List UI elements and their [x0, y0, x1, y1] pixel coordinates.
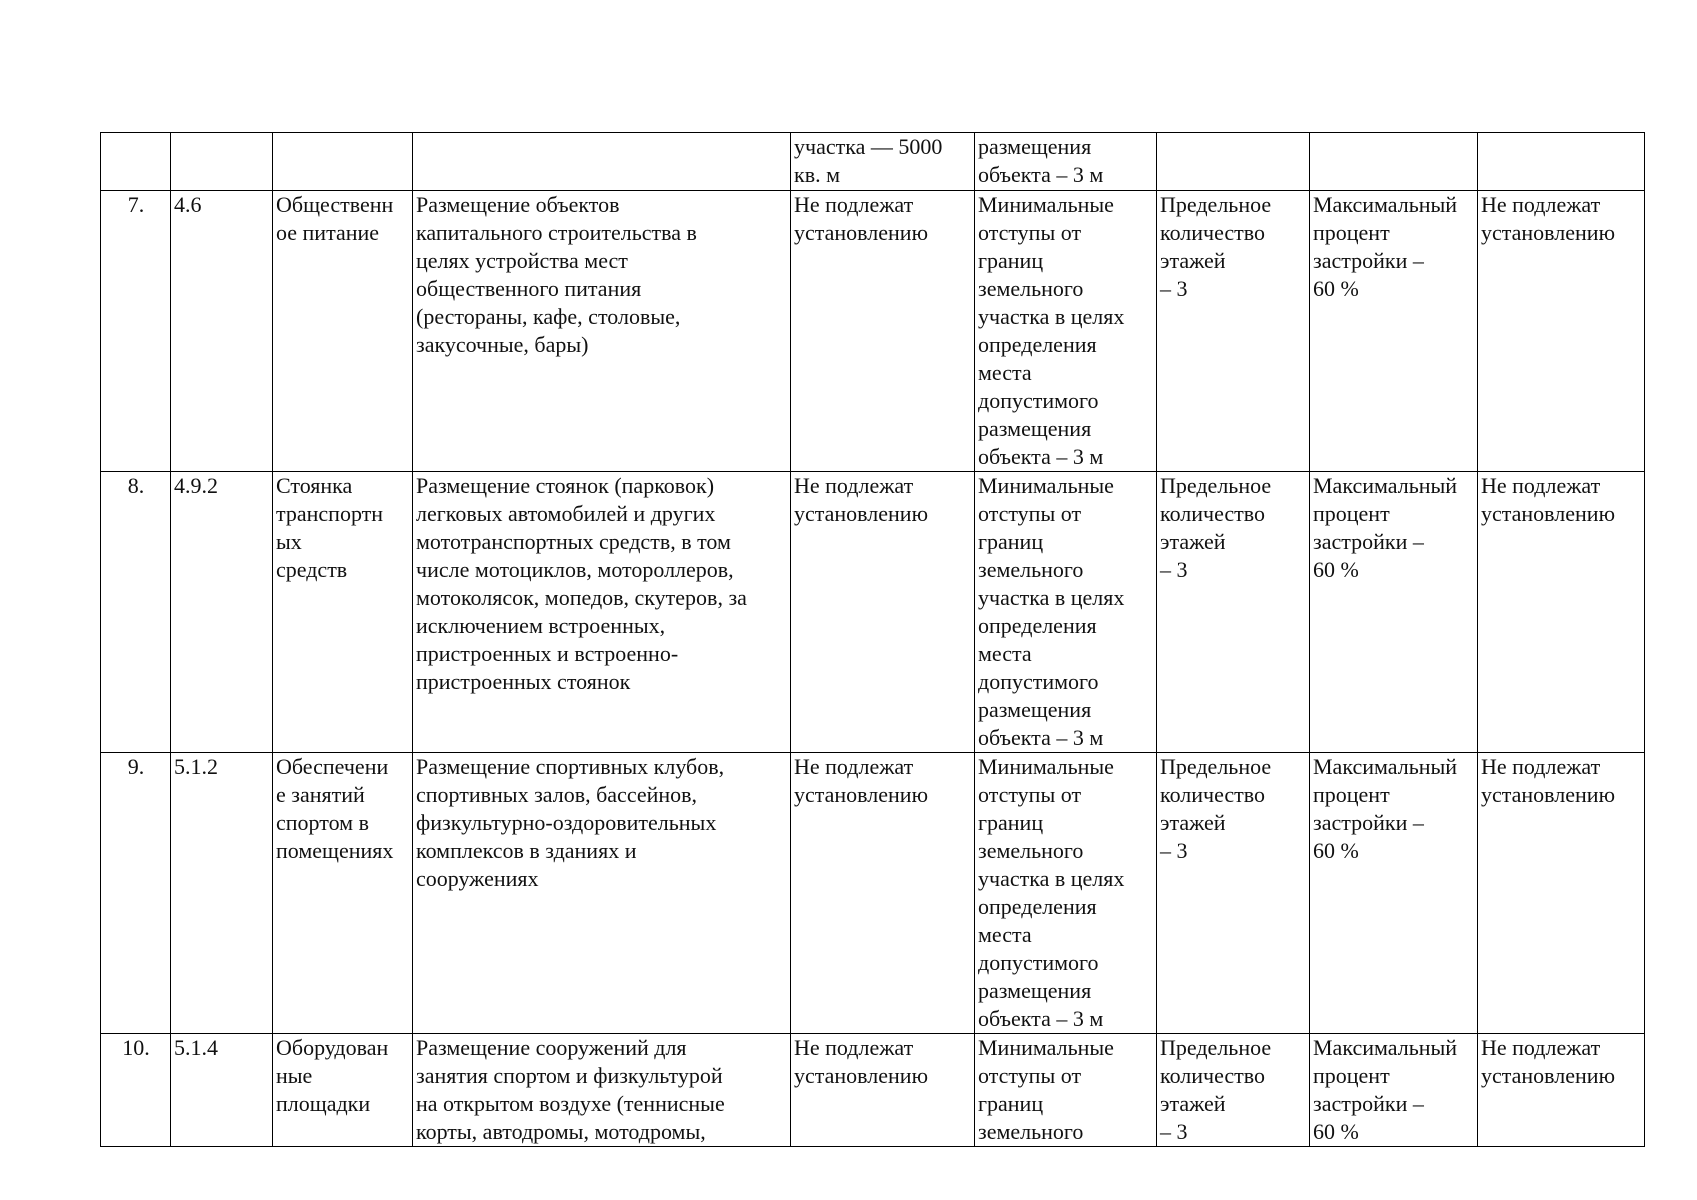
plot-size-cell: Не подлежат установлению	[791, 191, 975, 472]
table-row	[101, 472, 1645, 753]
plot-size-cell: участка — 5000 кв. м	[791, 133, 975, 191]
build-percent-cell: Максимальный процент застройки – 60 %	[1310, 753, 1478, 1034]
table-row	[101, 1034, 1645, 1147]
setbacks-cell: Минимальные отступы от границ земельного участка в целях определения места допустимого размещения объекта – 3 м	[975, 753, 1157, 1034]
other-params-cell: Не подлежат установлению	[1478, 753, 1645, 1034]
use-code-cell: 5.1.2	[171, 753, 273, 1034]
land-use-regulations-table	[100, 132, 1645, 1147]
table-row	[101, 191, 1645, 472]
table-row	[101, 133, 1645, 191]
floors-cell: Предельное количество этажей – 3	[1157, 753, 1310, 1034]
build-percent-cell: Максимальный процент застройки – 60 %	[1310, 191, 1478, 472]
use-code-cell: 5.1.4	[171, 1034, 273, 1147]
row-number-cell: 9.	[101, 753, 171, 1034]
setbacks-cell: Минимальные отступы от границ земельного участка в целях определения места допустимого размещения объекта – 3 м	[975, 191, 1157, 472]
setbacks-cell: размещения объекта – 3 м	[975, 133, 1157, 191]
use-name-cell	[273, 133, 413, 191]
plot-size-cell: Не подлежат установлению	[791, 1034, 975, 1147]
use-description-cell: Размещение спортивных клубов, спортивных залов, бассейнов, физкультурно-оздоровительных комплексов в зданиях и сооружениях	[413, 753, 791, 1034]
use-name-cell: Общественн ое питание	[273, 191, 413, 472]
use-code-cell: 4.9.2	[171, 472, 273, 753]
row-number-cell: 7.	[101, 191, 171, 472]
row-number-cell: 8.	[101, 472, 171, 753]
use-name-cell: Оборудован ные площадки	[273, 1034, 413, 1147]
other-params-cell: Не подлежат установлению	[1478, 1034, 1645, 1147]
use-name-cell: Обеспечени е занятий спортом в помещениях	[273, 753, 413, 1034]
build-percent-cell	[1310, 133, 1478, 191]
setbacks-cell: Минимальные отступы от границ земельного	[975, 1034, 1157, 1147]
other-params-cell: Не подлежат установлению	[1478, 472, 1645, 753]
use-code-cell	[171, 133, 273, 191]
floors-cell: Предельное количество этажей – 3	[1157, 472, 1310, 753]
floors-cell: Предельное количество этажей – 3	[1157, 1034, 1310, 1147]
use-code-cell: 4.6	[171, 191, 273, 472]
other-params-cell: Не подлежат установлению	[1478, 191, 1645, 472]
use-description-cell: Размещение стоянок (парковок) легковых автомобилей и других мототранспортных средств, в том числе мотоциклов, мотороллеров, мотоколясок, мопедов, скутеров, за исключением встроенных, пристроенных и встроенно- пристроенных стоянок	[413, 472, 791, 753]
other-params-cell	[1478, 133, 1645, 191]
use-name-cell: Стоянка транспортн ых средств	[273, 472, 413, 753]
use-description-cell: Размещение объектов капитального строительства в целях устройства мест общественного питания (рестораны, кафе, столовые, закусочные, бары)	[413, 191, 791, 472]
plot-size-cell: Не подлежат установлению	[791, 472, 975, 753]
floors-cell: Предельное количество этажей – 3	[1157, 191, 1310, 472]
use-description-cell: Размещение сооружений для занятия спортом и физкультурой на открытом воздухе (теннисные корты, автодромы, мотодромы,	[413, 1034, 791, 1147]
use-description-cell	[413, 133, 791, 191]
plot-size-cell: Не подлежат установлению	[791, 753, 975, 1034]
build-percent-cell: Максимальный процент застройки – 60 %	[1310, 1034, 1478, 1147]
row-number-cell: 10.	[101, 1034, 171, 1147]
table-row	[101, 753, 1645, 1034]
build-percent-cell: Максимальный процент застройки – 60 %	[1310, 472, 1478, 753]
row-number-cell	[101, 133, 171, 191]
setbacks-cell: Минимальные отступы от границ земельного участка в целях определения места допустимого размещения объекта – 3 м	[975, 472, 1157, 753]
floors-cell	[1157, 133, 1310, 191]
